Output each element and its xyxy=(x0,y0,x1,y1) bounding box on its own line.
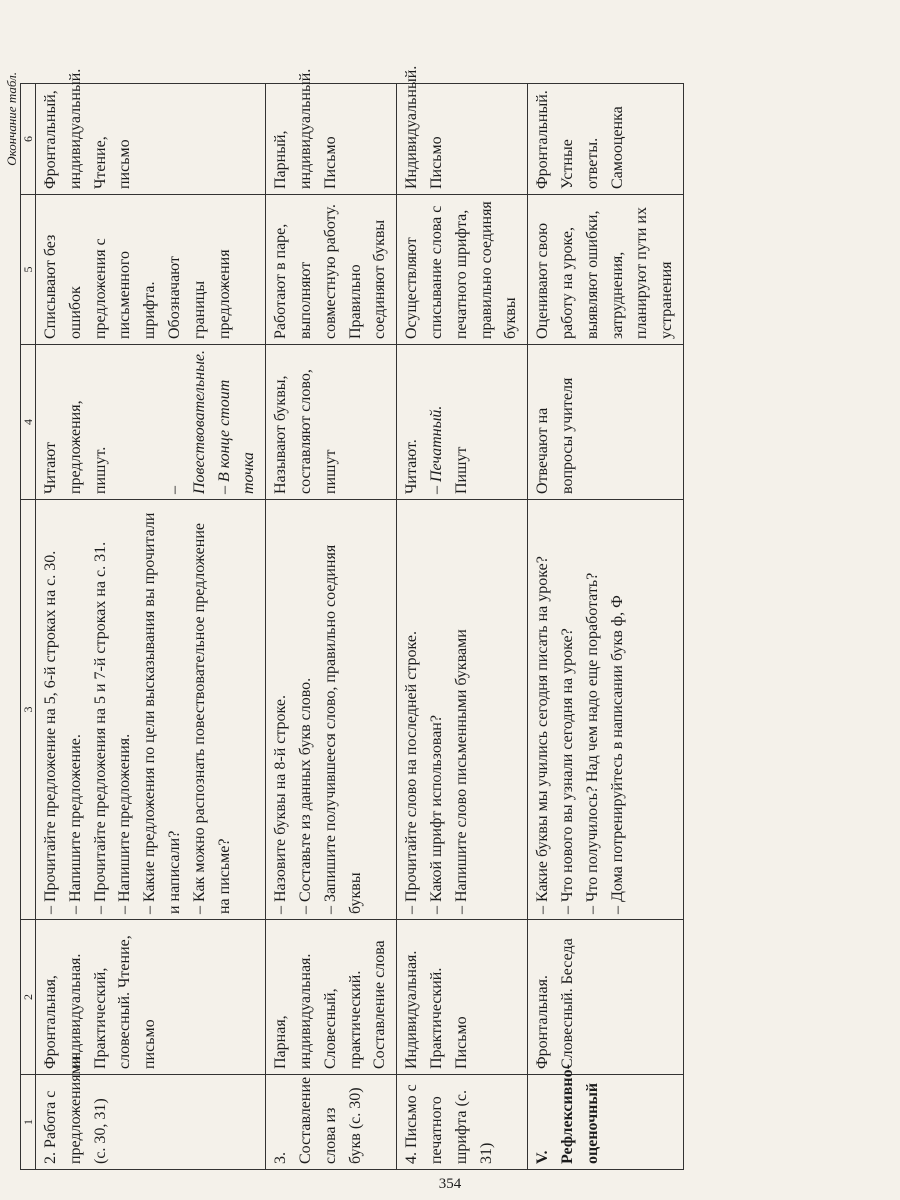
work-form-cell: Индивидуальный. Письмо xyxy=(397,84,528,195)
student-line: Читают. xyxy=(403,439,421,494)
table-row xyxy=(266,84,397,1170)
student-line: Отвечают на вопросы учителя xyxy=(534,377,576,494)
uud-cell: Осуществляют списывание слова с печатного шрифта, правильно соединяя буквы xyxy=(397,195,528,345)
teacher-line: – Как можно распознать повествовательное предложение на письме? xyxy=(190,523,233,914)
student-activity-cell xyxy=(528,345,684,500)
teacher-activity-cell xyxy=(528,500,684,920)
teacher-line: – Назовите буквы на 8-й строке. xyxy=(272,694,290,914)
teacher-line: – Что получилось? Над чем надо еще поработать? xyxy=(583,572,601,914)
column-number: 5 xyxy=(21,195,36,345)
work-form-cell: Фронтальный. Устные ответы. Самооценка xyxy=(528,84,684,195)
teacher-line: – Какие буквы мы учились сегодня писать на уроке? xyxy=(534,556,552,914)
uud-cell: Списывают без ошибок предложения с письменного шрифта. Обозначают границы предложения xyxy=(36,195,266,345)
student-line-blank xyxy=(138,350,163,494)
student-line: – Повествовательные. xyxy=(165,349,208,494)
column-number: 1 xyxy=(21,1075,36,1170)
student-activity-cell xyxy=(266,345,397,500)
student-line-blank xyxy=(113,350,138,494)
student-line: – В конце стоит точка xyxy=(215,379,258,494)
teacher-line: – Какой шрифт использован? xyxy=(427,715,445,914)
teacher-line: – Составьте из данных букв слово. xyxy=(296,677,314,914)
stage-cell: 2. Работа с предложениями (с. 30, 31) xyxy=(36,1075,266,1170)
forms-cell: Парная, индивидуальная. Словесный, практический. Составление слова xyxy=(266,920,397,1075)
student-activity-cell xyxy=(36,345,266,500)
column-number: 4 xyxy=(21,345,36,500)
teacher-line: – Какие предложения по цели высказывания вы прочитали и написали? xyxy=(141,512,183,914)
student-line: Пишут xyxy=(452,446,470,494)
column-number-row xyxy=(21,84,36,1170)
stage-cell: V. Рефлексивно-оценочный xyxy=(528,1075,684,1170)
teacher-line: – Прочитайте слово на последней строке. xyxy=(403,631,421,914)
uud-cell: Оценивают свою работу на уроке, выявляют ошибки, затруднения, планируют пути их устранения xyxy=(528,195,684,345)
teacher-line: – Напишите предложение. xyxy=(66,734,84,914)
rotated-page xyxy=(0,60,900,1200)
page-number: 354 xyxy=(438,1176,462,1192)
teacher-line: – Что нового вы узнали сегодня на уроке? xyxy=(558,628,576,914)
teacher-line: – Прочитайте предложение на 5, 6-й строках на с. 30. xyxy=(42,550,59,914)
student-line: Называют буквы, составляют слово, пишут xyxy=(272,369,339,494)
work-form-cell: Парный, индивидуальный. Письмо xyxy=(266,84,397,195)
student-activity-cell xyxy=(397,345,528,500)
stage-cell: 3. Составление слова из букв (с. 30) xyxy=(266,1075,397,1170)
student-line: Читают предложения, пишут. xyxy=(42,400,109,494)
table-row xyxy=(528,84,684,1170)
forms-cell: Фронтальная, индивидуальная. Практический, словесный. Чтение, письмо xyxy=(36,920,266,1075)
column-number: 3 xyxy=(21,500,36,920)
stage-cell: 4. Письмо с печатного шрифта (с. 31) xyxy=(397,1075,528,1170)
work-form-cell: Фронтальный, индивидуальный. Чтение, письмо xyxy=(36,84,266,195)
teacher-line: – Дома потренируйтесь в написании букв ф, Ф xyxy=(608,595,626,914)
teacher-line: – Напишите слово письменными буквами xyxy=(452,629,470,914)
forms-cell: Индивидуальная. Практический. Письмо xyxy=(397,920,528,1075)
uud-cell: Работают в паре, выполняют совместную работу. Правильно соединяют буквы xyxy=(266,195,397,345)
continuation-label: Окончание табл. xyxy=(4,72,19,166)
teacher-line: – Прочитайте предложения на 5 и 7-й строках на с. 31. xyxy=(91,541,109,914)
forms-cell: Фронтальная. Словесный. Беседа xyxy=(528,920,684,1075)
teacher-line: – Напишите предложения. xyxy=(116,733,134,914)
teacher-line: – Запишите получившееся слово, правильно соединяя буквы xyxy=(321,544,364,914)
lesson-plan-table xyxy=(20,65,684,1170)
column-number: 2 xyxy=(21,920,36,1075)
teacher-activity-cell xyxy=(397,500,528,920)
teacher-activity-cell xyxy=(36,500,266,920)
table-row xyxy=(36,84,266,1170)
column-number: 6 xyxy=(21,84,36,195)
student-line: – Печатный. xyxy=(427,405,445,494)
teacher-activity-cell xyxy=(266,500,397,920)
table-row xyxy=(397,84,528,1170)
